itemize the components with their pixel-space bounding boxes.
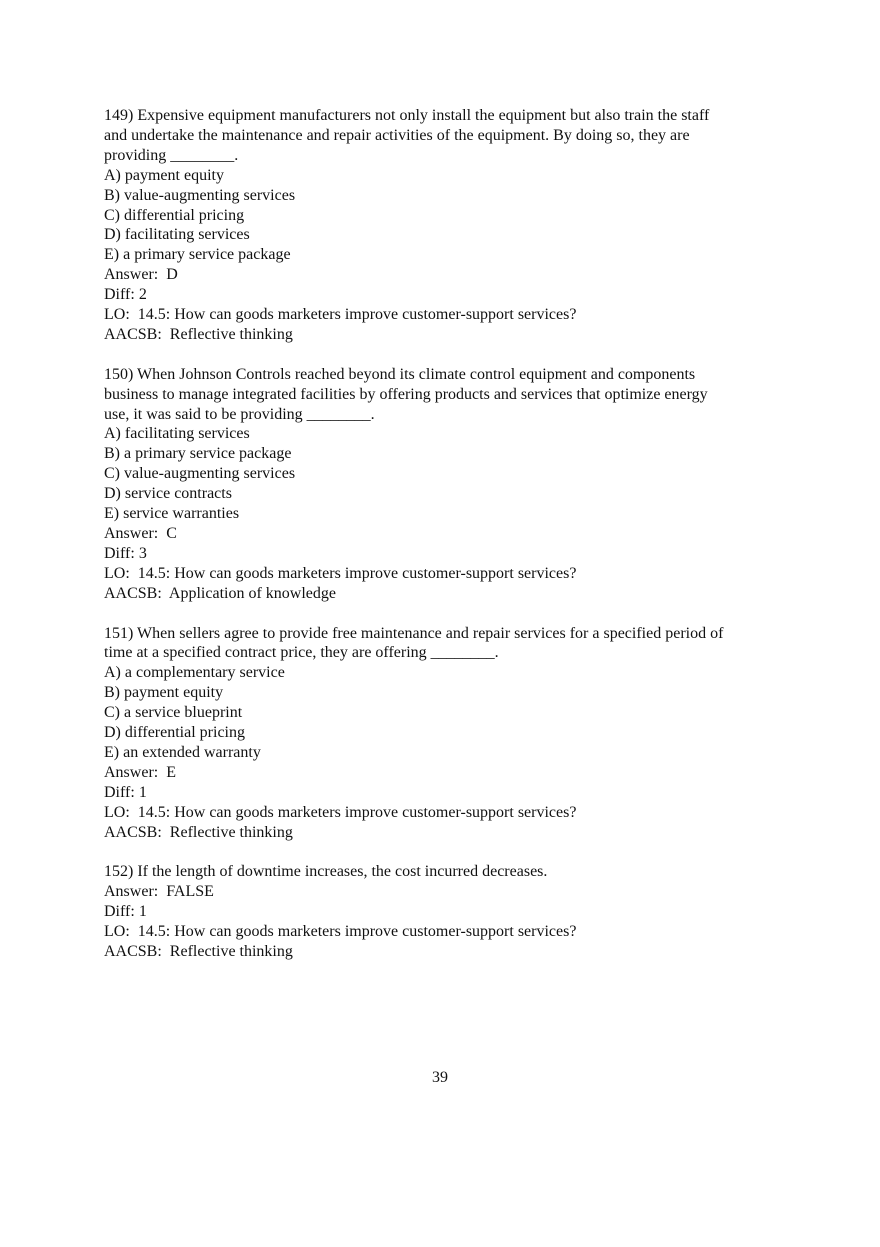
document-page <box>104 106 794 982</box>
stem-line: providing ________. <box>104 146 239 164</box>
question-stem <box>104 106 794 166</box>
answer: Answer: D <box>104 266 178 284</box>
page-number: 39 <box>432 1069 448 1086</box>
learning-objective: LO: 14.5: How can goods marketers improve customer-support services? <box>104 803 577 821</box>
stem-line: use, it was said to be providing ________. <box>104 405 375 423</box>
stem-line: 150) When Johnson Controls reached beyond its climate control equipment and components <box>104 365 696 383</box>
aacsb-tag: AACSB: Reflective thinking <box>104 943 293 961</box>
option-c: C) value-augmenting services <box>104 465 296 483</box>
aacsb-tag: AACSB: Reflective thinking <box>104 325 293 343</box>
option-e: E) a primary service package <box>104 246 291 264</box>
option-b: B) payment equity <box>104 684 224 702</box>
option-b: B) a primary service package <box>104 445 292 463</box>
stem-line: 151) When sellers agree to provide free maintenance and repair services for a specified period of <box>104 624 724 642</box>
answer: Answer: C <box>104 525 177 543</box>
stem-line: time at a specified contract price, they are offering ________. <box>104 644 499 662</box>
answer: Answer: FALSE <box>104 883 214 901</box>
option-a: A) a complementary service <box>104 664 285 682</box>
option-d: D) service contracts <box>104 485 232 503</box>
question-stem <box>104 862 794 882</box>
option-b: B) value-augmenting services <box>104 186 296 204</box>
stem-line: 149) Expensive equipment manufacturers not only install the equipment but also train the staff <box>104 107 710 124</box>
aacsb-tag: AACSB: Reflective thinking <box>104 823 293 841</box>
option-c: C) a service blueprint <box>104 704 243 722</box>
question-stem <box>104 624 794 664</box>
option-a: A) facilitating services <box>104 425 250 443</box>
difficulty: Diff: 1 <box>104 783 147 801</box>
learning-objective: LO: 14.5: How can goods marketers improve customer-support services? <box>104 923 577 941</box>
question-stem <box>104 365 794 425</box>
difficulty: Diff: 3 <box>104 544 147 562</box>
option-e: E) an extended warranty <box>104 743 261 761</box>
learning-objective: LO: 14.5: How can goods marketers improve customer-support services? <box>104 306 577 324</box>
aacsb-tag: AACSB: Application of knowledge <box>104 584 336 602</box>
option-c: C) differential pricing <box>104 206 245 224</box>
question-152 <box>104 862 794 962</box>
answer: Answer: E <box>104 763 176 781</box>
question-150 <box>104 365 794 604</box>
stem-line: 152) If the length of downtime increases, the cost incurred decreases. <box>104 863 548 881</box>
question-149 <box>104 106 794 345</box>
option-e: E) service warranties <box>104 505 240 523</box>
stem-line: and undertake the maintenance and repair activities of the equipment. By doing so, they are <box>104 126 690 144</box>
option-d: D) facilitating services <box>104 226 250 244</box>
question-151 <box>104 624 794 843</box>
difficulty: Diff: 1 <box>104 903 147 921</box>
difficulty: Diff: 2 <box>104 286 147 304</box>
learning-objective: LO: 14.5: How can goods marketers improve customer-support services? <box>104 564 577 582</box>
option-a: A) payment equity <box>104 166 224 184</box>
option-d: D) differential pricing <box>104 724 245 742</box>
stem-line: business to manage integrated facilities by offering products and services that optimize energy <box>104 385 708 403</box>
